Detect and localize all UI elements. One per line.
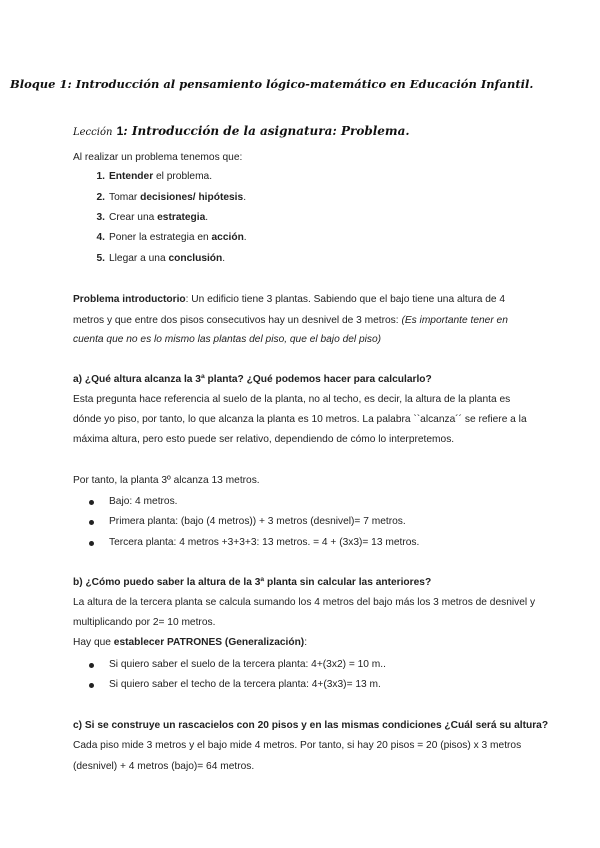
bullet-dot-icon (89, 683, 94, 688)
bullet-dot-icon (89, 663, 94, 668)
document-title: Bloque 1: Introducción al pensamiento lógico-matemático en Educación Infantil. (10, 77, 534, 91)
answer-a-line: dónde yo piso, por tanto, lo que alcanza la planta es 10 metros. La palabra ``alcanza´´ se refiere a la (73, 414, 527, 425)
answer-a-line: Esta pregunta hace referencia al suelo de la planta, no al techo, es decir, la altura de la planta es (73, 394, 511, 405)
bullet-dot-icon (89, 541, 94, 546)
question-c: c) Si se construye un rascacielos con 20 pisos y en las mismas condiciones ¿Cuál será su altura? (73, 720, 549, 731)
answer-b-line: multiplicando por 2= 10 metros. (73, 617, 216, 628)
intro-text: Al realizar un problema tenemos que: (73, 152, 243, 163)
lesson-number: 1 (116, 124, 124, 138)
bullet-item: Si quiero saber el techo de la tercera planta: 4+(3x3)= 13 m. (109, 678, 381, 692)
step-item: 5. Llegar a una conclusión. (96, 253, 226, 264)
bullet-item: Bajo: 4 metros. (109, 495, 178, 509)
answer-c-line: Cada piso mide 3 metros y el bajo mide 4 metros. Por tanto, si hay 20 pisos = 20 (pisos) x 3 metros (73, 740, 522, 751)
bullet-dot-icon (89, 520, 94, 525)
lesson-prefix: Lección (73, 127, 113, 138)
answer-b-line: La altura de la tercera planta se calcula sumando los 4 metros del bajo más los 3 metros de desnivel y (73, 597, 536, 608)
bullet-item: Primera planta: (bajo (4 metros)) + 3 metros (desnivel)= 7 metros. (109, 515, 406, 529)
question-a: a) ¿Qué altura alcanza la 3ª planta? ¿Qué podemos hacer para calcularlo? (73, 374, 432, 385)
problem-line-1: Problema introductorio: Un edificio tiene 3 plantas. Sabiendo que el bajo tiene una altura de 4 (73, 294, 506, 305)
bullet-item: Tercera planta: 4 metros +3+3+3: 13 metros. = 4 + (3x3)= 13 metros. (109, 536, 419, 550)
lesson-title: : Introducción de la asignatura: Problema. (123, 124, 410, 138)
bullet-dot-icon (89, 500, 94, 505)
answer-a-conclusion: Por tanto, la planta 3º alcanza 13 metros. (73, 475, 260, 486)
step-item: 1. Entender el problema. (96, 171, 213, 182)
step-item: 2. Tomar decisiones/ hipótesis. (96, 192, 247, 203)
question-b: b) ¿Cómo puedo saber la altura de la 3ª planta sin calcular las anteriores? (73, 577, 432, 588)
answer-a-line: máxima altura, pero esto puede ser relativo, dependiendo de cómo lo interpretemos. (73, 434, 455, 445)
step-item: 3. Crear una estrategia. (96, 212, 209, 223)
step-item: 4. Poner la estrategia en acción. (96, 232, 247, 243)
lesson-heading (73, 124, 410, 138)
answer-b-line: Hay que establecer PATRONES (Generalización): (73, 637, 308, 648)
problem-line-3: cuenta que no es lo mismo las plantas del piso, que el bajo del piso) (73, 334, 382, 345)
answer-c-line: (desnivel) + 4 metros (bajo)= 64 metros. (73, 761, 255, 772)
problem-label: Problema introductorio (73, 294, 186, 305)
problem-line-2: metros y que entre dos pisos consecutivos hay un desnivel de 3 metros: (Es importante tener en (73, 315, 508, 326)
bullet-item: Si quiero saber el suelo de la tercera planta: 4+(3x2) = 10 m.. (109, 658, 386, 672)
